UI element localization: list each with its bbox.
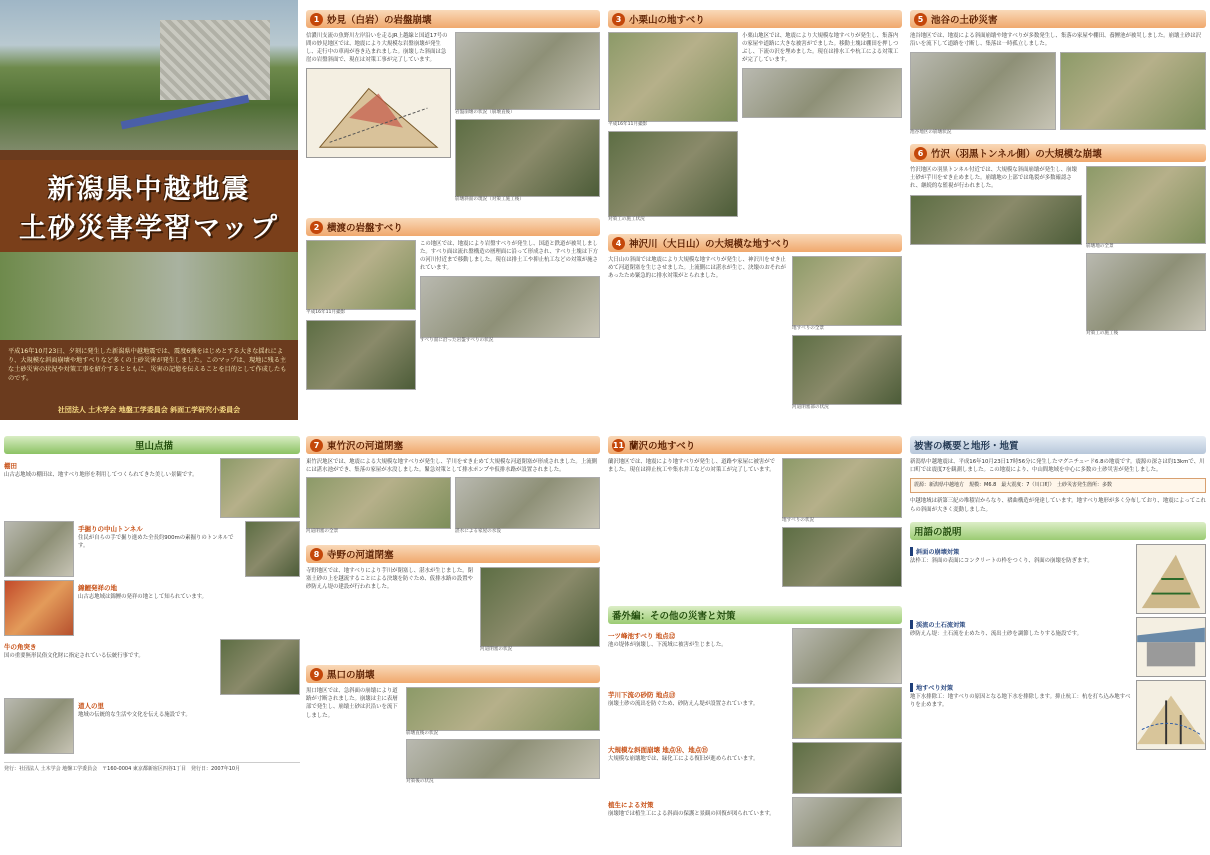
section-6-photo-a (1086, 166, 1206, 244)
extra-item-4-text: 崩壊地では植生工による斜面の保護と景観の回復が図られています。 (608, 811, 775, 817)
extra-item-4-title: 植生による対策 (608, 801, 654, 809)
section-7-caption-a: 河道閉塞の全景 (306, 529, 339, 535)
section-9-text: 黒口地区では、急斜面の崩壊により道路が寸断されました。崩壊は主に表層部で発生し、崩壊土砂は沢沿いを流下しました。 (306, 688, 398, 719)
section-5-number: 5 (914, 13, 927, 26)
section-6-photo-b (1086, 253, 1206, 331)
glossary-header (910, 522, 1206, 540)
section-3-caption-a: 平成16年11月撮影 (608, 122, 648, 127)
glossary-item-3-diagram (1136, 680, 1206, 750)
column-b4 (910, 436, 1206, 851)
sidebar-item-3-title: 錦鯉発祥の地 (78, 584, 117, 592)
section-4-photo-a (792, 256, 902, 326)
sidebar-header: 里山点描 (4, 436, 300, 454)
glossary-item-2-text: 砂防えん堤：土石流を止めたり、流出土砂を調節したりする施設です。 (910, 630, 1083, 637)
section-4-header (608, 234, 902, 252)
section-2-caption-a: 平成16年11月撮影 (306, 310, 346, 315)
overview-info-box: 震源：新潟県中越地方 規模：M6.8 最大震度：7（川口町） 土砂災害発生箇所：多数 (910, 478, 1206, 493)
section-4-photo-b (792, 335, 902, 405)
section-11-text: 蘭沢地区では、地震により地すべりが発生し、道路や家屋に被害がでました。現在は抑止杭工や集水井工などの対策工が完了しています。 (608, 459, 776, 474)
cover-photo-retaining-wall (160, 20, 270, 100)
section-4-number: 4 (612, 237, 625, 250)
extra-item-3-text: 大規模な崩壊地では、緑化工による復旧が進められています。 (608, 756, 759, 762)
column-b2 (306, 436, 600, 851)
section-8-caption-a: 河道閉塞の状況 (480, 647, 513, 653)
landslide-countermeasure-diagram-icon (1137, 681, 1205, 749)
extra-item-3-title: 大規模な斜面崩壊 (608, 746, 660, 754)
section-9-caption-b: 対策後の状況 (406, 779, 434, 785)
extra-item-1-tag: 地点⑫ (655, 632, 676, 640)
section-2-title: 横渡の岩盤すべり (327, 223, 403, 234)
extra-item-2-tag: 地点⑬ (655, 691, 676, 699)
section-3-text: 小栗山地区では、地震により大規模な地すべりが発生し、集落内の家屋や道路に大きな被害がでました。移動土塊は棚田を押しつぶし、下流の沢を埋めました。現在は排水工や杭工による対策工が完了しています。 (742, 33, 899, 64)
section-8-number: 8 (310, 548, 323, 561)
cover-title-block (0, 160, 298, 252)
section-3-photo-c (742, 68, 902, 118)
glossary-title: 用語の説明 (914, 526, 962, 538)
sidebar-item-4-text: 国の重要無形民俗文化財に指定されている伝統行事です。 (4, 653, 144, 659)
section-11-header (608, 436, 902, 454)
cover-organization: 社団法人 土木学会 地盤工学委員会 斜面工学研究小委員会 (57, 406, 241, 414)
sidebar-item-4-title: 牛の角突き (4, 643, 37, 651)
section-1-photo-b (455, 119, 600, 197)
overview-header (910, 436, 1206, 454)
section-8-photo-a (480, 567, 600, 647)
extra-header (608, 606, 902, 624)
section-7-caption-b: 湛水による家屋の水没 (455, 529, 501, 535)
sidebar-item-3-photo (4, 580, 74, 636)
sidebar-item-1-text: 山古志地域の棚田は、地すべり地形を利用してつくられてきた美しい景観です。 (4, 472, 198, 478)
extra-item-2-text: 崩壊土砂の流出を防ぐため、砂防えん堤が設置されています。 (608, 701, 759, 707)
section-1-caption-b: 崩壊斜面の現況（対策工施工後） (455, 196, 524, 202)
cover-panel (0, 0, 298, 420)
column-4 (910, 10, 1206, 420)
section-3-photo-a (608, 32, 738, 122)
section-2-photo-a (306, 240, 416, 310)
section-1-caption-a: 岩盤崩壊の状況（崩壊直後） (455, 110, 515, 115)
overview-title: 被害の概要と地形・地質 (914, 441, 1019, 452)
sidebar-footer: 発行：社団法人 土木学会 地盤工学委員会 〒160-0004 東京都新宿区四谷1丁目 発行日：2007年10月 (4, 762, 300, 774)
extra-item-1-photo (792, 628, 902, 684)
column-3 (608, 10, 902, 420)
section-3-caption-b: 対策工の施工状況 (608, 216, 645, 222)
section-3-header (608, 10, 902, 28)
glossary-item-3-head: 地すべり対策 (910, 683, 1132, 692)
sidebar-item-5-title: 道人の里 (78, 702, 104, 710)
extra-title: 番外編：その他の災害と対策 (612, 611, 736, 622)
section-8-title: 寺野の河道閉塞 (327, 550, 394, 562)
sabo-dam-diagram-icon (1137, 618, 1205, 676)
section-6-header (910, 144, 1206, 162)
column-2 (306, 10, 600, 420)
section-2-header (306, 218, 600, 236)
section-4-caption-b: 河道閉塞部の状況 (792, 404, 829, 410)
section-4-title: 神沢川（大日山）の大規模な地すべり (629, 239, 791, 250)
section-11-photo-b (782, 527, 902, 587)
section-5-text: 池谷地区では、地震による斜面崩壊や地すべりが多数発生し、集落の家屋や棚田、養鯉池が被災しました。崩壊土砂は沢沿いを流下して道路を寸断し、集落は一時孤立しました。 (910, 33, 1201, 48)
section-11-number: 11 (612, 440, 625, 450)
section-4-caption-a: 地すべりの全景 (792, 326, 825, 331)
section-6-text: 竹沢地区の羽黒トンネル付近では、大規模な斜面崩壊が発生し、崩壊土砂が芋川をせき止めました。崩壊地の上部では亀裂が多数確認され、継続的な監視が行われました。 (910, 167, 1077, 190)
section-5-header (910, 10, 1206, 28)
glossary-item-1-diagram (1136, 544, 1206, 614)
section-9-header (306, 665, 600, 683)
extra-item-2-photo (792, 687, 902, 739)
section-9-caption-a: 崩壊直後の状況 (406, 731, 439, 737)
column-b3 (608, 436, 902, 851)
sidebar-item-4-photo (220, 639, 300, 695)
section-2-photo-b (306, 320, 416, 390)
section-11-caption-a: 地すべりの状況 (782, 518, 815, 523)
section-1-number: 1 (310, 13, 323, 26)
cover-photo-terraced-fields (0, 252, 298, 340)
section-3-number: 3 (612, 13, 625, 26)
section-7-number: 7 (310, 439, 323, 452)
section-1-title: 妙見（白岩）の岩盤崩壊 (327, 15, 432, 26)
sidebar-item-5-photo (4, 698, 74, 754)
section-9-photo-a (406, 687, 600, 731)
section-9-photo-b (406, 739, 600, 779)
section-8-header (306, 545, 600, 563)
extra-item-2-title: 芋川下流の砂防 (608, 691, 654, 699)
section-2-number: 2 (310, 221, 323, 234)
section-7-photo-b (455, 477, 600, 529)
overview-text: 新潟県中越地震は、平成16年10月23日17時56分に発生したマグニチュード6.8の地震です。震源の深さは約13kmで、川口町では震度7を観測しました。この地震により、中山間地域を中心に多数の土砂災害が発生しました。 (910, 459, 1205, 474)
section-7-title: 東竹沢の河道閉塞 (327, 441, 404, 452)
section-6-title: 竹沢（羽黒トンネル側）の大規模な崩壊 (931, 149, 1102, 161)
sidebar-item-2-photo-b (245, 521, 300, 577)
overview-geo-text: 中越地域は新第三紀の堆積岩からなり、褶曲構造が発達しています。地すべり地形が多く分布しており、地震によってこれらの斜面が大きく変動しました。 (910, 498, 1206, 513)
extra-item-3-tag: 地点⑭、地点⑮ (662, 746, 708, 754)
section-2-caption-b: すべり面に沿った岩盤すべりの状況 (420, 338, 494, 344)
section-11-photo-a (782, 458, 902, 518)
section-6-caption-a: 崩壊地の全景 (1086, 244, 1114, 250)
section-5-title: 池谷の土砂災害 (931, 15, 998, 26)
section-7-header (306, 436, 600, 454)
sidebar-item-2-photo (4, 521, 74, 577)
cover-title-line2: 土砂災害学習マップ (19, 213, 279, 244)
sidebar-item-1-photo (220, 458, 300, 518)
section-1-header (306, 10, 600, 28)
extra-item-1-title: 一ツ峰池すべり (608, 632, 654, 640)
glossary-item-1-text: 法枠工：斜面の表面にコンクリートの枠をつくり、斜面の崩壊を防ぎます。 (910, 557, 1093, 564)
section-1-text: 信濃川支流の魚野川左岸沿いを走るJR上越線と国道17号の間の妙見地区では、地震により大規模な岩盤崩壊が発生し、走行中の車両が巻き込まれました。崩壊した斜面は急崖の岩盤斜面で、現在は対策工事が完了しています。 (306, 33, 448, 64)
glossary-item-2-diagram (1136, 617, 1206, 677)
section-7-photo-a (306, 477, 451, 529)
section-1-photo-a (455, 32, 600, 110)
sidebar-item-1-title: 棚田 (4, 462, 17, 470)
section-4-text: 大日山の斜面では地震により大規模な地すべりが発生し、神沢川をせき止めて河道閉塞を生じさせました。上流側には湛水が生じ、決壊のおそれがあったため緊急的に排水対策がとられました。 (608, 257, 786, 280)
section-6-caption-b: 対策工の施工後 (1086, 331, 1119, 337)
extra-item-3-photo (792, 742, 902, 794)
sidebar-item-5-text: 地域の伝統的な生活や文化を伝える施設です。 (78, 712, 191, 718)
section-11-title: 蘭沢の地すべり (629, 441, 696, 452)
section-6-photo-c (910, 195, 1082, 245)
section-2-text: この地区では、地震により岩盤すべりが発生し、国道と鉄道が被災しました。すべり面は流れ盤構造の層理面に沿って形成され、すべり土塊は下方の河川付近まで移動しました。現在は排土工や抑止杭工などの対策が施されています。 (420, 241, 598, 272)
sidebar-item-2-title: 手掘りの中山トンネル (78, 525, 143, 533)
section-2-photo-c (420, 276, 600, 338)
section-5-photo-b (1060, 52, 1206, 130)
section-8-text: 寺野地区では、地すべりにより芋川が閉塞し、湛水が生じました。閉塞土砂の上を越流することによる決壊を防ぐため、仮排水路の設置や砂防えん堤の建設が行われました。 (306, 568, 474, 591)
section-1-diagram (306, 68, 451, 158)
cover-intro: 平成16年10月23日、夕刻に発生した新潟県中越地震では、震度6強をはじめとする大きな揺れにより、大規模な斜面崩壊や地すべりなど多くの土砂災害が発生しました。このマップは、現地に残る主な土砂災害の状況や対策工事を紹介するとともに、災害の記憶を伝えることを目的として作成したものです。 (8, 348, 287, 382)
section-7-text: 東竹沢地区では、地震による大規模な地すべりが発生し、芋川をせき止めて大規模な河道閉塞が形成されました。上流側には湛水池ができ、集落の家屋が水没しました。緊急対策として排水ポンプや仮排水路が設置されました。 (306, 459, 597, 474)
glossary-item-3-text: 地下水排除工：地すべりの原因となる地下水を排除します。抑止杭工：杭を打ち込み地すべりを止めます。 (910, 693, 1131, 708)
rock-slide-diagram-icon (307, 69, 450, 157)
section-3-title: 小栗山の地すべり (629, 15, 705, 26)
glossary-item-1-head: 斜面の崩壊対策 (910, 547, 1132, 556)
section-3-photo-b (608, 131, 738, 217)
extra-item-1-text: 池の堤体が崩壊し、下流域に被害が生じました。 (608, 642, 727, 648)
sidebar-item-2-text: 住民が自らの手で掘り進めた全長約900mの素掘りのトンネルです。 (78, 535, 234, 550)
slope-frame-diagram-icon (1137, 545, 1205, 613)
glossary-item-2-head: 渓流の土石流対策 (910, 620, 1132, 629)
section-9-number: 9 (310, 668, 323, 681)
section-6-number: 6 (914, 147, 927, 160)
sidebar-item-3-text: 山古志地域は錦鯉の発祥の地として知られています。 (78, 594, 207, 600)
cover-title-line1: 新潟県中越地震 (47, 174, 251, 205)
section-9-title: 黒口の崩壊 (327, 670, 375, 682)
extra-item-4-photo (792, 797, 902, 847)
sidebar-satoyama (4, 436, 300, 851)
section-5-caption-a: 池谷地区の崩壊状況 (910, 130, 952, 136)
section-5-photo-a (910, 52, 1056, 130)
